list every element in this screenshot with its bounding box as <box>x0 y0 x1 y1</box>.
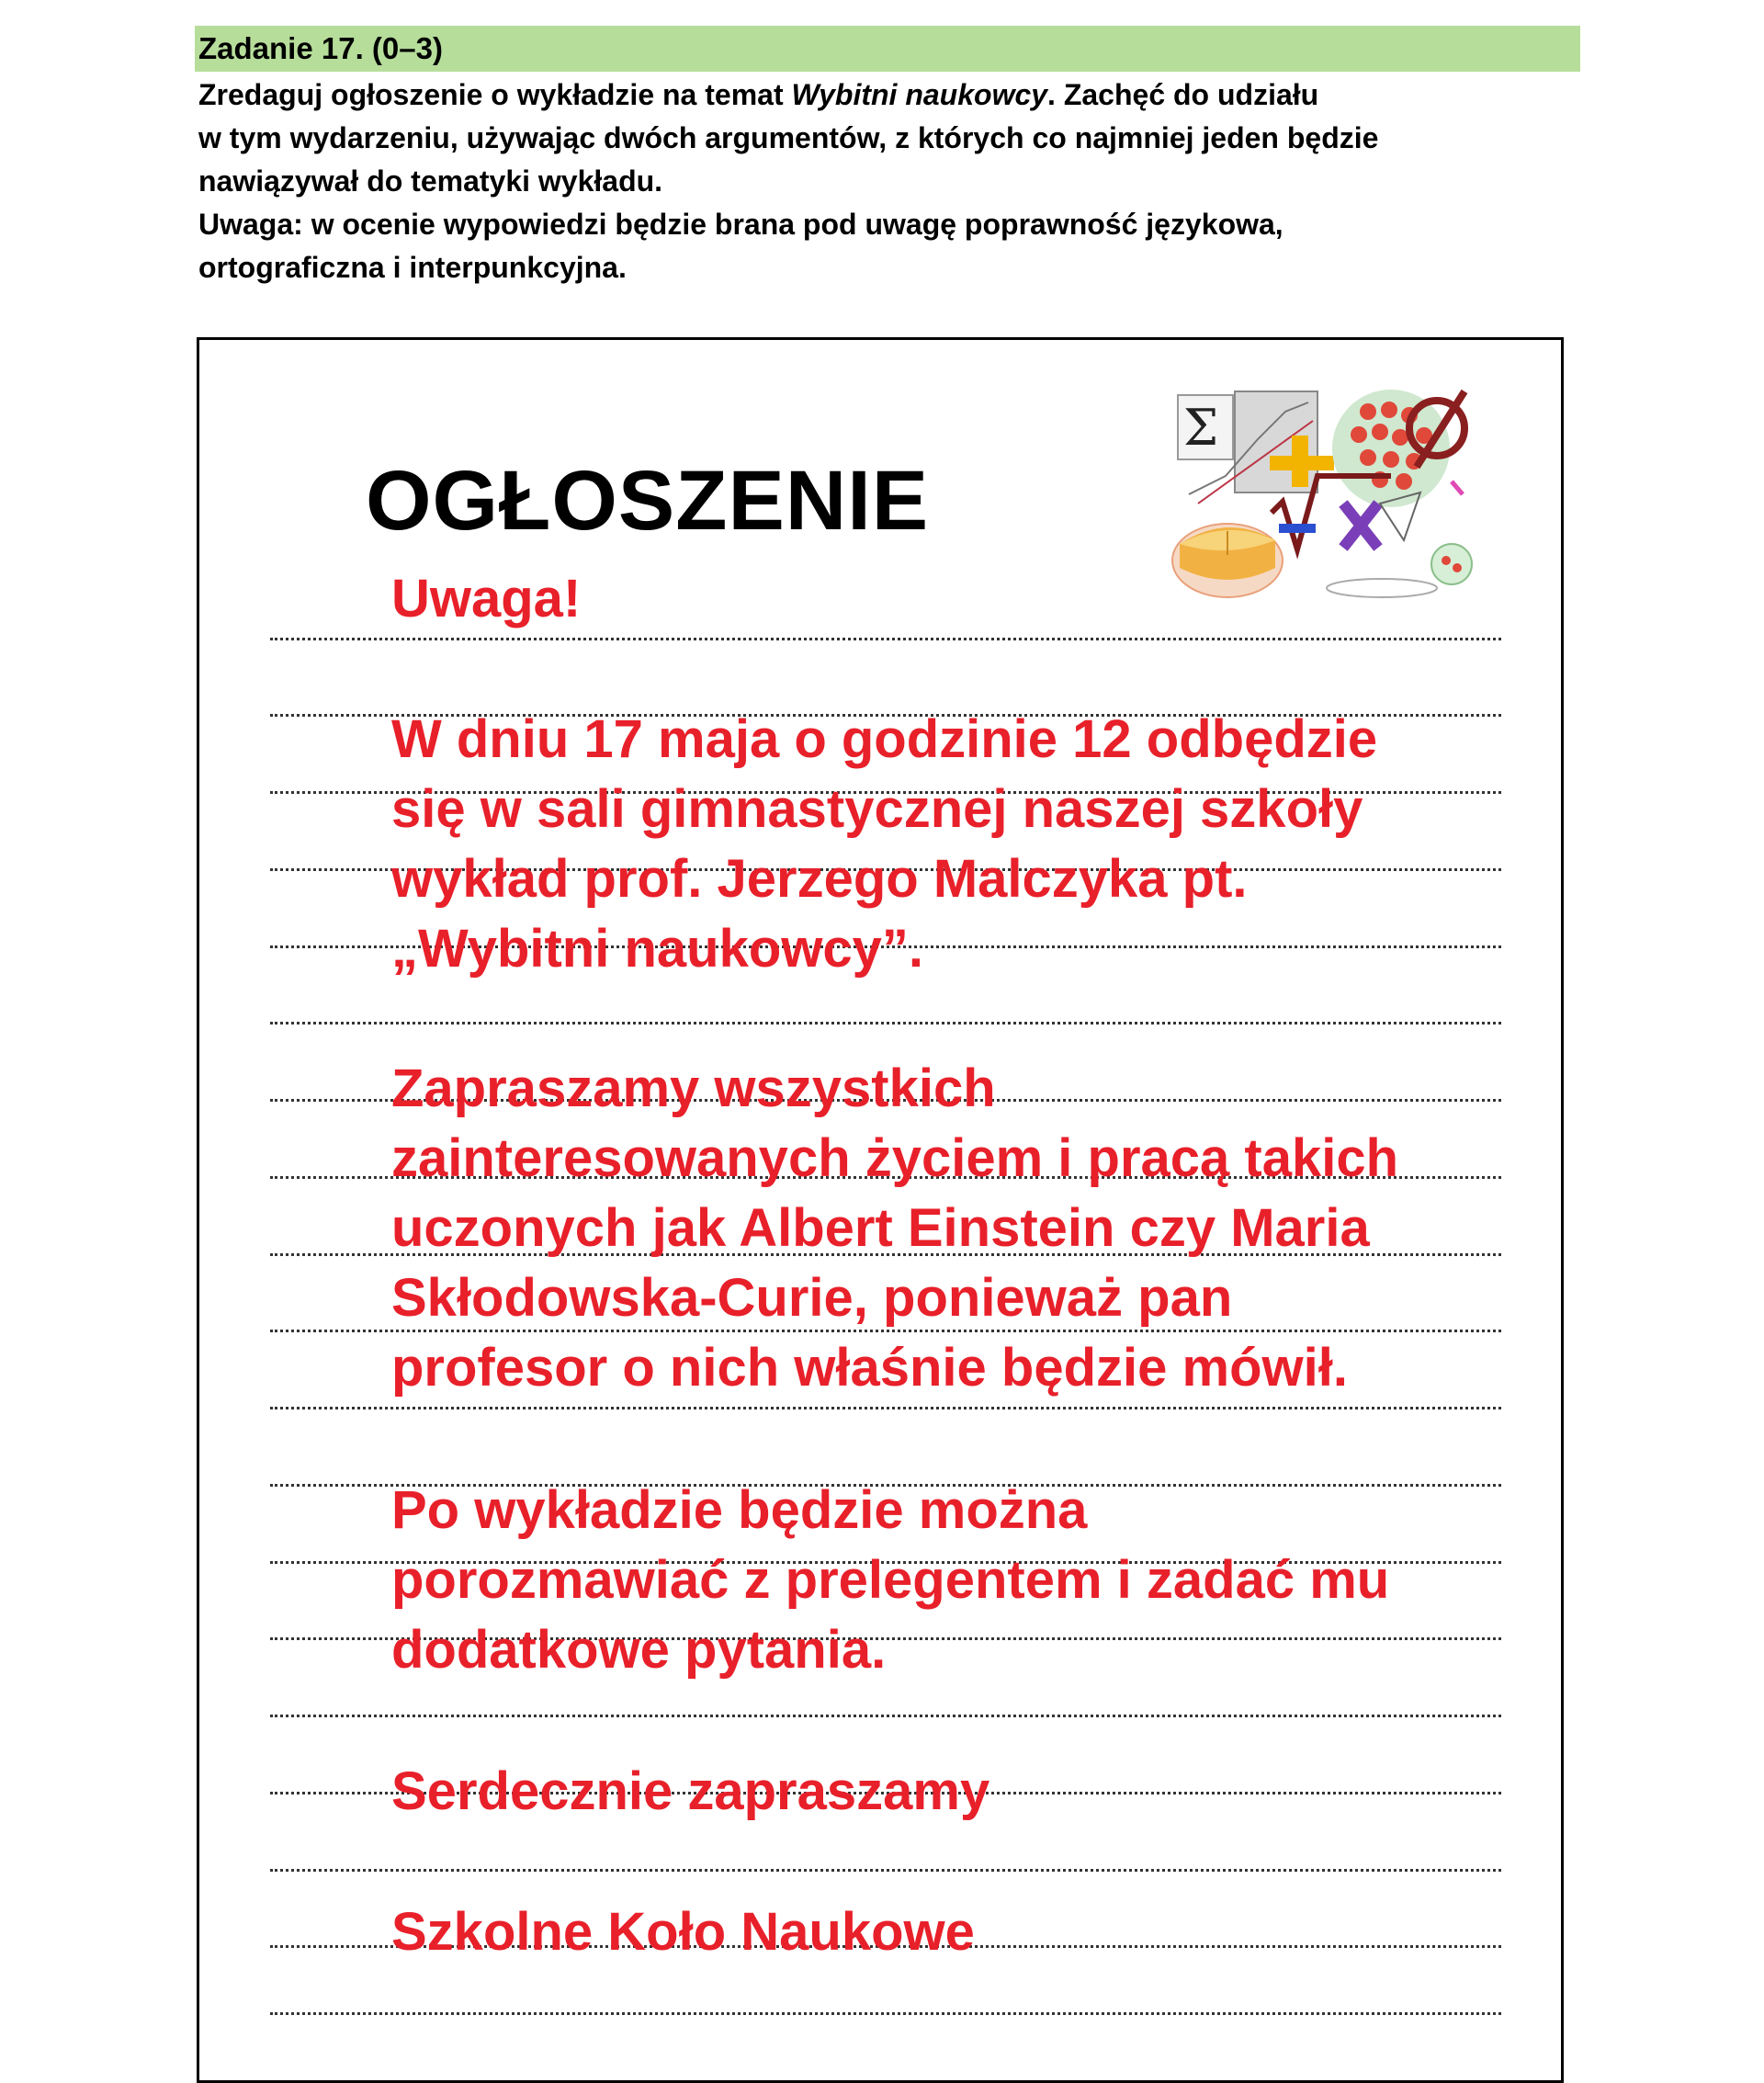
writing-line <box>270 1715 1501 1717</box>
writing-line <box>270 2012 1501 2015</box>
writing-line <box>270 1407 1501 1409</box>
answer-line: Skłodowska-Curie, ponieważ pan <box>391 1268 1233 1328</box>
writing-line <box>270 638 1501 640</box>
answer-line: uczonych jak Albert Einstein czy Maria <box>391 1198 1370 1258</box>
announcement-paragraph-1 <box>391 564 1549 634</box>
announcement-paragraph-3 <box>391 1054 1549 1403</box>
answer-line: dodatkowe pytania. <box>391 1620 887 1680</box>
answer-line: Po wykładzie będzie można <box>391 1480 1088 1540</box>
answer-line: Szkolne Koło Naukowe <box>391 1902 975 1962</box>
answer-line: porozmawiać z prelegentem i zadać mu <box>391 1550 1390 1610</box>
announcement-signature <box>391 1897 1549 1967</box>
writing-line <box>270 1022 1501 1025</box>
answer-line: wykład prof. Jerzego Malczyka pt. <box>391 849 1248 909</box>
announcement-heading: OGŁOSZENIE <box>366 454 930 548</box>
instruction-line-3: nawiązywał do tematyki wykładu. <box>198 164 663 198</box>
answer-line: zainteresowanych życiem i pracą takich <box>391 1128 1399 1188</box>
answer-line: W dniu 17 maja o godzinie 12 odbędzie <box>391 709 1378 769</box>
instruction-line-1: Zredaguj ogłoszenie o wykładzie na temat Wybitni naukowcy. Zachęć do udziału <box>198 78 1319 111</box>
announcement-closing <box>391 1757 1549 1827</box>
lecture-topic: Wybitni naukowcy <box>791 78 1048 111</box>
answer-line: „Wybitni naukowcy”. <box>391 919 924 979</box>
instruction-line-5: ortograficzna i interpunkcyjna. <box>198 251 627 284</box>
announcement-paragraph-2 <box>391 705 1549 984</box>
task-header: Zadanie 17. (0–3) <box>195 26 1580 72</box>
announcement-paragraph-4 <box>391 1476 1549 1685</box>
answer-line: Uwaga! <box>391 569 582 628</box>
answer-line: Zapraszamy wszystkich <box>391 1058 996 1118</box>
task-instructions <box>198 74 1577 289</box>
instruction-line-4: Uwaga: w ocenie wypowiedzi będzie brana pod uwagę poprawność językowa, <box>198 208 1283 241</box>
writing-line <box>270 1869 1501 1872</box>
instruction-line-2: w tym wydarzeniu, używając dwóch argumentów, z których co najmniej jeden będzie <box>198 121 1379 154</box>
svg-text:Σ: Σ <box>1183 399 1219 457</box>
answer-line: Serdecznie zapraszamy <box>391 1761 990 1821</box>
answer-line: się w sali gimnastycznej naszej szkoły <box>391 779 1363 839</box>
answer-line: profesor o nich właśnie będzie mówił. <box>391 1338 1348 1398</box>
